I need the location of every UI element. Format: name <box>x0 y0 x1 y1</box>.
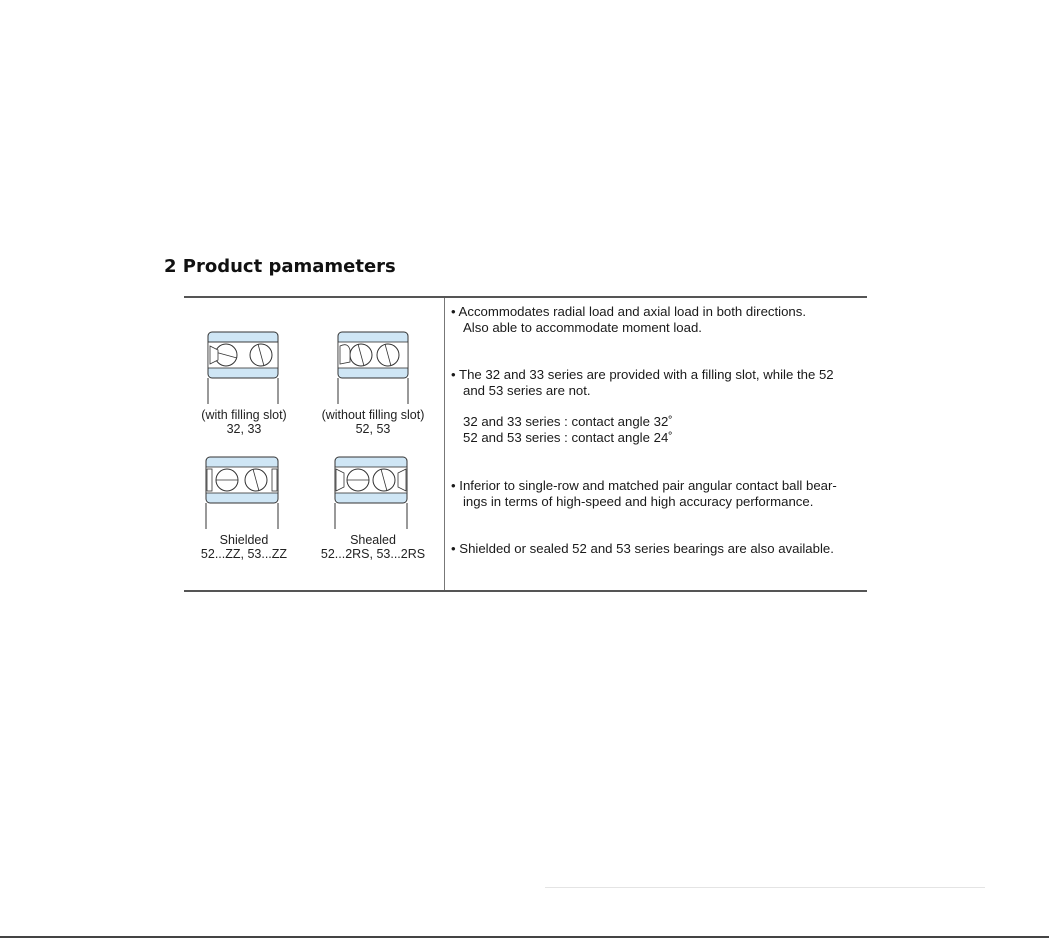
note-line: • Shielded or sealed 52 and 53 series bearings are also available. <box>451 541 834 556</box>
bearing-cross-section-shielded <box>184 453 304 533</box>
bearing-caption-type: Shielded <box>219 533 269 547</box>
note-performance <box>451 478 837 510</box>
note-line: ings in terms of high-speed and high accuracy performance. <box>463 494 814 509</box>
note-line: • Accommodates radial load and axial load in both directions. <box>451 304 807 319</box>
bearing-diagram-shielded <box>184 453 304 561</box>
bearing-diagram-sealed <box>313 453 433 561</box>
note-line: • Inferior to single-row and matched pair angular contact ball bear- <box>451 478 837 493</box>
bearing-caption <box>313 533 433 561</box>
bearing-caption-type: (without filling slot) <box>321 408 425 422</box>
bearing-diagram-no-filling-slot <box>313 328 433 436</box>
bearing-caption-type: (with filling slot) <box>201 408 287 422</box>
note-availability <box>451 541 834 557</box>
bearing-spec-figure <box>184 296 867 592</box>
bearing-caption <box>184 408 304 436</box>
bearing-diagram-filling-slot <box>184 328 304 436</box>
note-line: 32 and 33 series : contact angle 32˚ <box>463 414 673 429</box>
bearing-caption <box>313 408 433 436</box>
bearing-caption <box>184 533 304 561</box>
column-divider <box>444 298 445 590</box>
note-line: and 53 series are not. <box>463 383 591 398</box>
note-contact-angle <box>451 414 673 446</box>
bearing-caption-series: 52...2RS, 53...2RS <box>320 547 426 561</box>
note-line: Also able to accommodate moment load. <box>463 320 702 335</box>
footer-divider <box>545 887 985 888</box>
bearing-caption-type: Shealed <box>350 533 396 547</box>
note-filling-slot <box>451 367 834 399</box>
bearing-caption-series: 52...ZZ, 53...ZZ <box>200 547 288 561</box>
note-line: • The 32 and 33 series are provided with a filling slot, while the 52 <box>451 367 834 382</box>
note-load <box>451 304 806 336</box>
bearing-caption-series: 32, 33 <box>226 422 262 436</box>
note-line: 52 and 53 series : contact angle 24˚ <box>463 430 673 445</box>
bearing-caption-series: 52, 53 <box>355 422 391 436</box>
bearing-cross-section-no-filling-slot <box>313 328 433 408</box>
bearing-cross-section-sealed <box>313 453 433 533</box>
bearing-cross-section-filling-slot <box>184 328 304 408</box>
page-title: 2 Product pamameters <box>164 256 396 277</box>
